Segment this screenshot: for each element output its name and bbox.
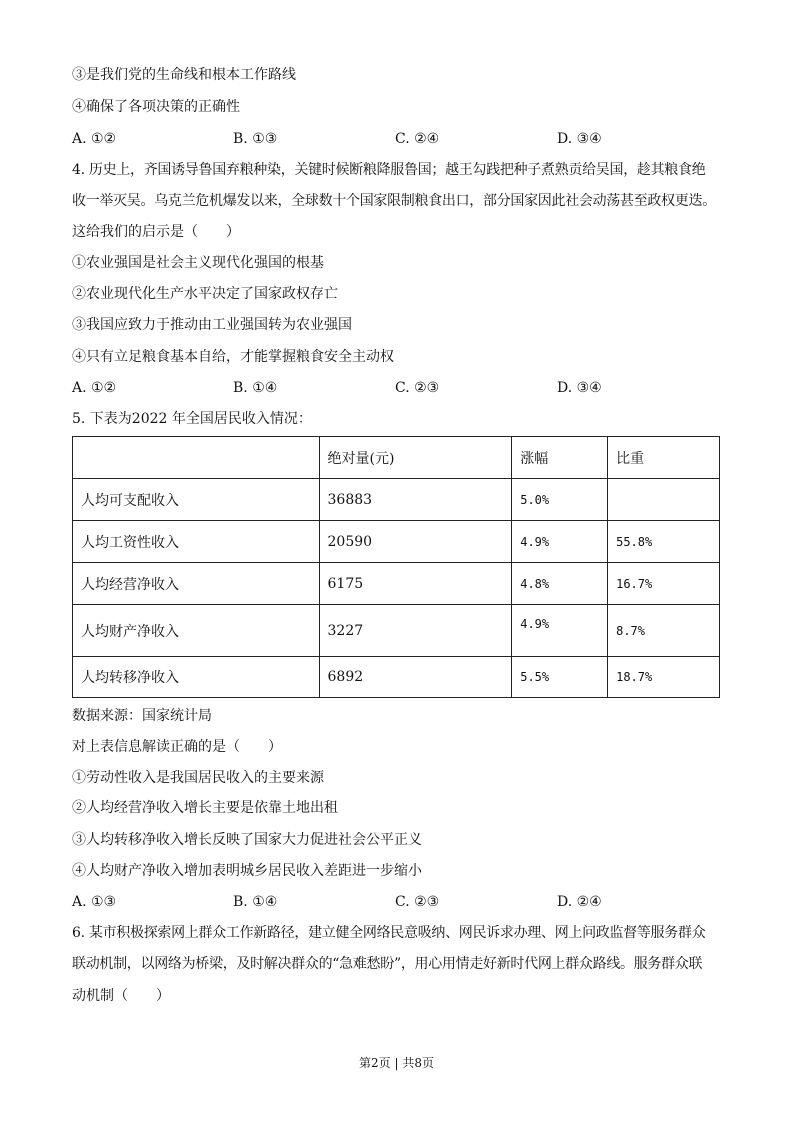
cell: 人均可支配收入 — [73, 479, 320, 521]
cell: 6892 — [319, 657, 512, 698]
q5-item: ②人均经营净收入增长主要是依靠土地出租 — [72, 800, 338, 816]
cell: 4.8% — [512, 563, 608, 605]
header-cell: 比重 — [608, 437, 720, 479]
cell: 人均转移净收入 — [73, 657, 320, 698]
cell: 人均财产净收入 — [73, 605, 320, 657]
table-row — [73, 657, 720, 698]
q4-stem-line: 4. 历史上，齐国诱导鲁国弃粮种染，关键时候断粮降服鲁国；越王勾践把种子煮熟贡给吴国，趁其粮食绝 — [72, 162, 706, 178]
option-c: C. ②③ — [395, 894, 440, 910]
q3-item-3: ③是我们党的生命线和根本工作路线 — [72, 67, 296, 83]
option-b: B. ①④ — [233, 380, 278, 396]
table-header-row — [73, 437, 720, 479]
data-source: 数据来源：国家统计局 — [72, 708, 212, 724]
option-c: C. ②③ — [395, 380, 440, 396]
q5-stem: 5. 下表为2022 年全国居民收入情况： — [72, 411, 312, 427]
header-cell: 绝对量(元) — [319, 437, 512, 479]
header-cell: 涨幅 — [512, 437, 608, 479]
q3-item-4: ④确保了各项决策的正确性 — [72, 99, 240, 115]
q5-item: ③人均转移净收入增长反映了国家大力促进社会公平正义 — [72, 832, 422, 848]
table-row — [73, 479, 720, 521]
option-a: A. ①② — [72, 380, 117, 396]
q4-item: ③我国应致力于推动由工业强国转为农业强国 — [72, 317, 352, 333]
cell: 5.5% — [512, 657, 608, 698]
table-row — [73, 521, 720, 563]
table-row — [73, 605, 720, 657]
cell: 18.7% — [608, 657, 720, 698]
cell — [608, 479, 720, 521]
q6-stem-line: 联动机制，以网络为桥梁，及时解决群众的“急难愁盼”，用心用情走好新时代网上群众路线。服务群众联 — [72, 956, 703, 972]
option-d: D. ②④ — [557, 894, 602, 910]
cell: 55.8% — [608, 521, 720, 563]
header-cell — [73, 437, 320, 479]
cell: 4.9% — [512, 521, 608, 563]
cell: 3227 — [319, 605, 512, 657]
option-d: D. ③④ — [557, 380, 602, 396]
cell: 16.7% — [608, 563, 720, 605]
cell: 6175 — [319, 563, 512, 605]
q5-question: 对上表信息解读正确的是（ ） — [72, 739, 282, 755]
q6-stem-line: 6. 某市积极探索网上群众工作新路径，建立健全网络民意吸纳、网民诉求办理、网上问政监督等服务群众 — [72, 925, 706, 941]
q4-stem-line: 这给我们的启示是（ ） — [72, 224, 240, 240]
table-row — [73, 563, 720, 605]
q5-item: ④人均财产净收入增加表明城乡居民收入差距进一步缩小 — [72, 863, 422, 879]
q4-item: ②农业现代化生产水平决定了国家政权存亡 — [72, 286, 338, 302]
option-b: B. ①③ — [233, 131, 278, 147]
q4-item: ④只有立足粮食基本自给，才能掌握粮食安全主动权 — [72, 349, 394, 365]
q4-item: ①农业强国是社会主义现代化强国的根基 — [72, 255, 324, 271]
cell: 20590 — [319, 521, 512, 563]
option-a: A. ①③ — [72, 894, 117, 910]
option-d: D. ③④ — [557, 131, 602, 147]
q6-stem-line: 动机制（ ） — [72, 988, 170, 1004]
cell: 5.0% — [512, 479, 608, 521]
option-c: C. ②④ — [395, 131, 440, 147]
cell: 4.9% — [512, 605, 608, 657]
option-a: A. ①② — [72, 131, 117, 147]
cell: 8.7% — [608, 605, 720, 657]
option-b: B. ①④ — [233, 894, 278, 910]
q5-item: ①劳动性收入是我国居民收入的主要来源 — [72, 770, 324, 786]
q4-stem-line: 收一举灭吴。乌克兰危机爆发以来，全球数十个国家限制粮食出口，部分国家因此社会动荡甚至政权更迭。 — [72, 193, 716, 209]
page-footer: 第2页 | 共8页 — [359, 1056, 434, 1070]
cell: 人均经营净收入 — [73, 563, 320, 605]
cell: 人均工资性收入 — [73, 521, 320, 563]
income-table — [72, 436, 720, 698]
cell: 36883 — [319, 479, 512, 521]
